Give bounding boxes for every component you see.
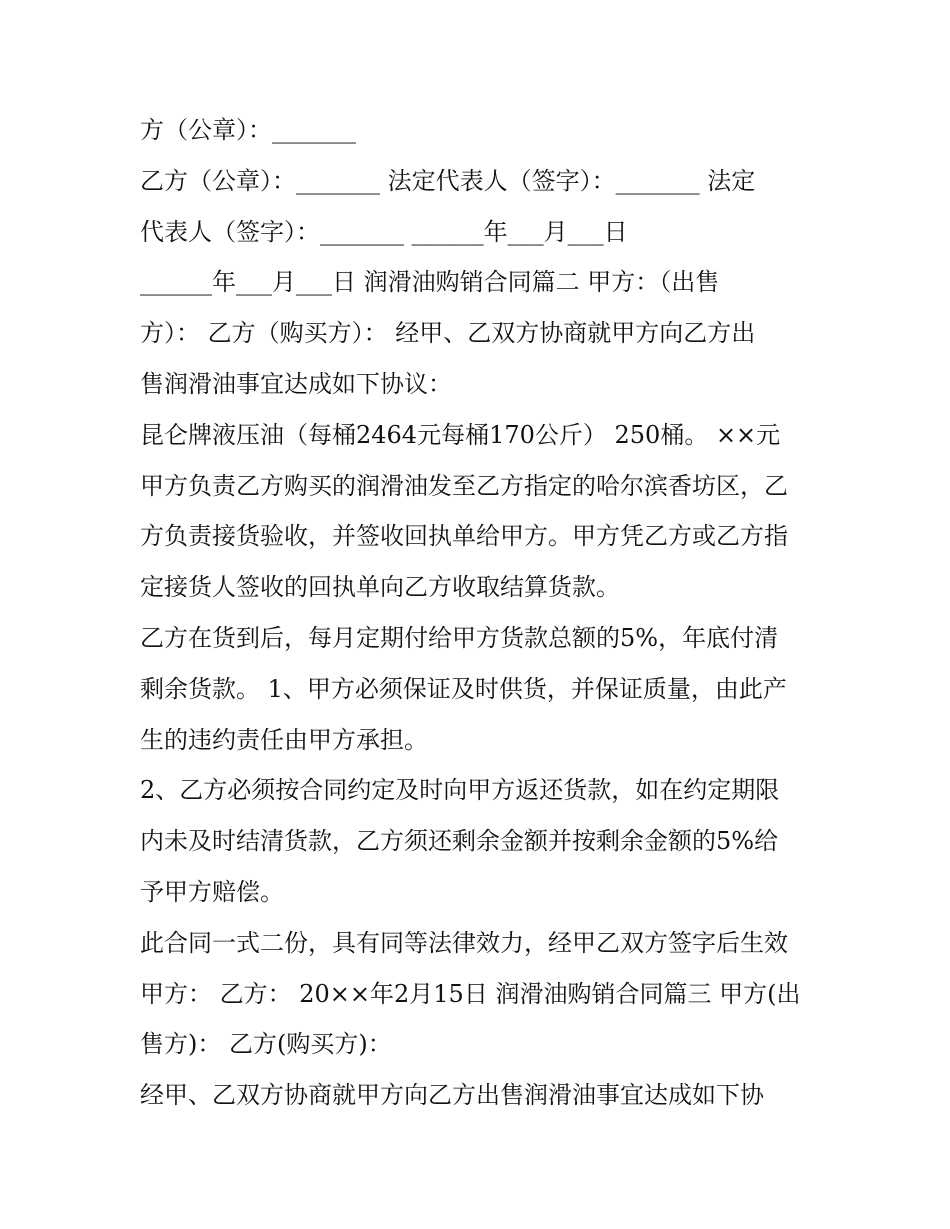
text-line: 剩余货款。 1、甲方必须保证及时供货，并保证质量，由此产 bbox=[140, 674, 787, 703]
contract-text bbox=[140, 105, 820, 1121]
text-line: 昆仑牌液压油（每桶2464元每桶170公斤） 250桶。 ××元 bbox=[140, 420, 781, 449]
text-line: 甲方负责乙方购买的润滑油发至乙方指定的哈尔滨香坊区，乙 bbox=[140, 471, 788, 500]
text-line: 此合同一式二份，具有同等法律效力，经甲乙双方签字后生效 bbox=[140, 928, 788, 957]
text-line: 定接货人签收的回执单向乙方收取结算货款。 bbox=[140, 573, 620, 602]
text-line: 方）： 乙方（购买方）： 经甲、乙双方协商就甲方向乙方出 bbox=[140, 319, 756, 348]
text-line: ______年___月___日 润滑油购销合同篇二 甲方：（出售 bbox=[140, 268, 720, 297]
text-line: 代表人（签字）：_______ ______年___月___日 bbox=[140, 217, 628, 246]
text-line: 甲方： 乙方： 20××年2月15日 润滑油购销合同篇三 甲方(出 bbox=[140, 979, 801, 1008]
text-line: 乙方（公章）：_______ 法定代表人（签字）：_______ 法定 bbox=[140, 166, 756, 195]
text-line: 生的违约责任由甲方承担。 bbox=[140, 725, 428, 754]
text-line: 乙方在货到后，每月定期付给甲方货款总额的5%，年底付清 bbox=[140, 623, 779, 652]
text-line: 售方)： 乙方(购买方)： bbox=[140, 1030, 392, 1059]
text-line: 经甲、乙双方协商就甲方向乙方出售润滑油事宜达成如下协 bbox=[140, 1081, 764, 1110]
text-line: 内未及时结清货款，乙方须还剩余金额并按剩余金额的5%给 bbox=[140, 827, 779, 856]
text-line: 售润滑油事宜达成如下协议： bbox=[140, 369, 452, 398]
text-line: 方（公章）：_______ bbox=[140, 116, 356, 144]
text-line: 2、乙方必须按合同约定及时向甲方返还货款，如在约定期限 bbox=[140, 776, 780, 805]
text-line: 方负责接货验收，并签收回执单给甲方。甲方凭乙方或乙方指 bbox=[140, 522, 788, 551]
text-line: 予甲方赔偿。 bbox=[140, 877, 284, 906]
